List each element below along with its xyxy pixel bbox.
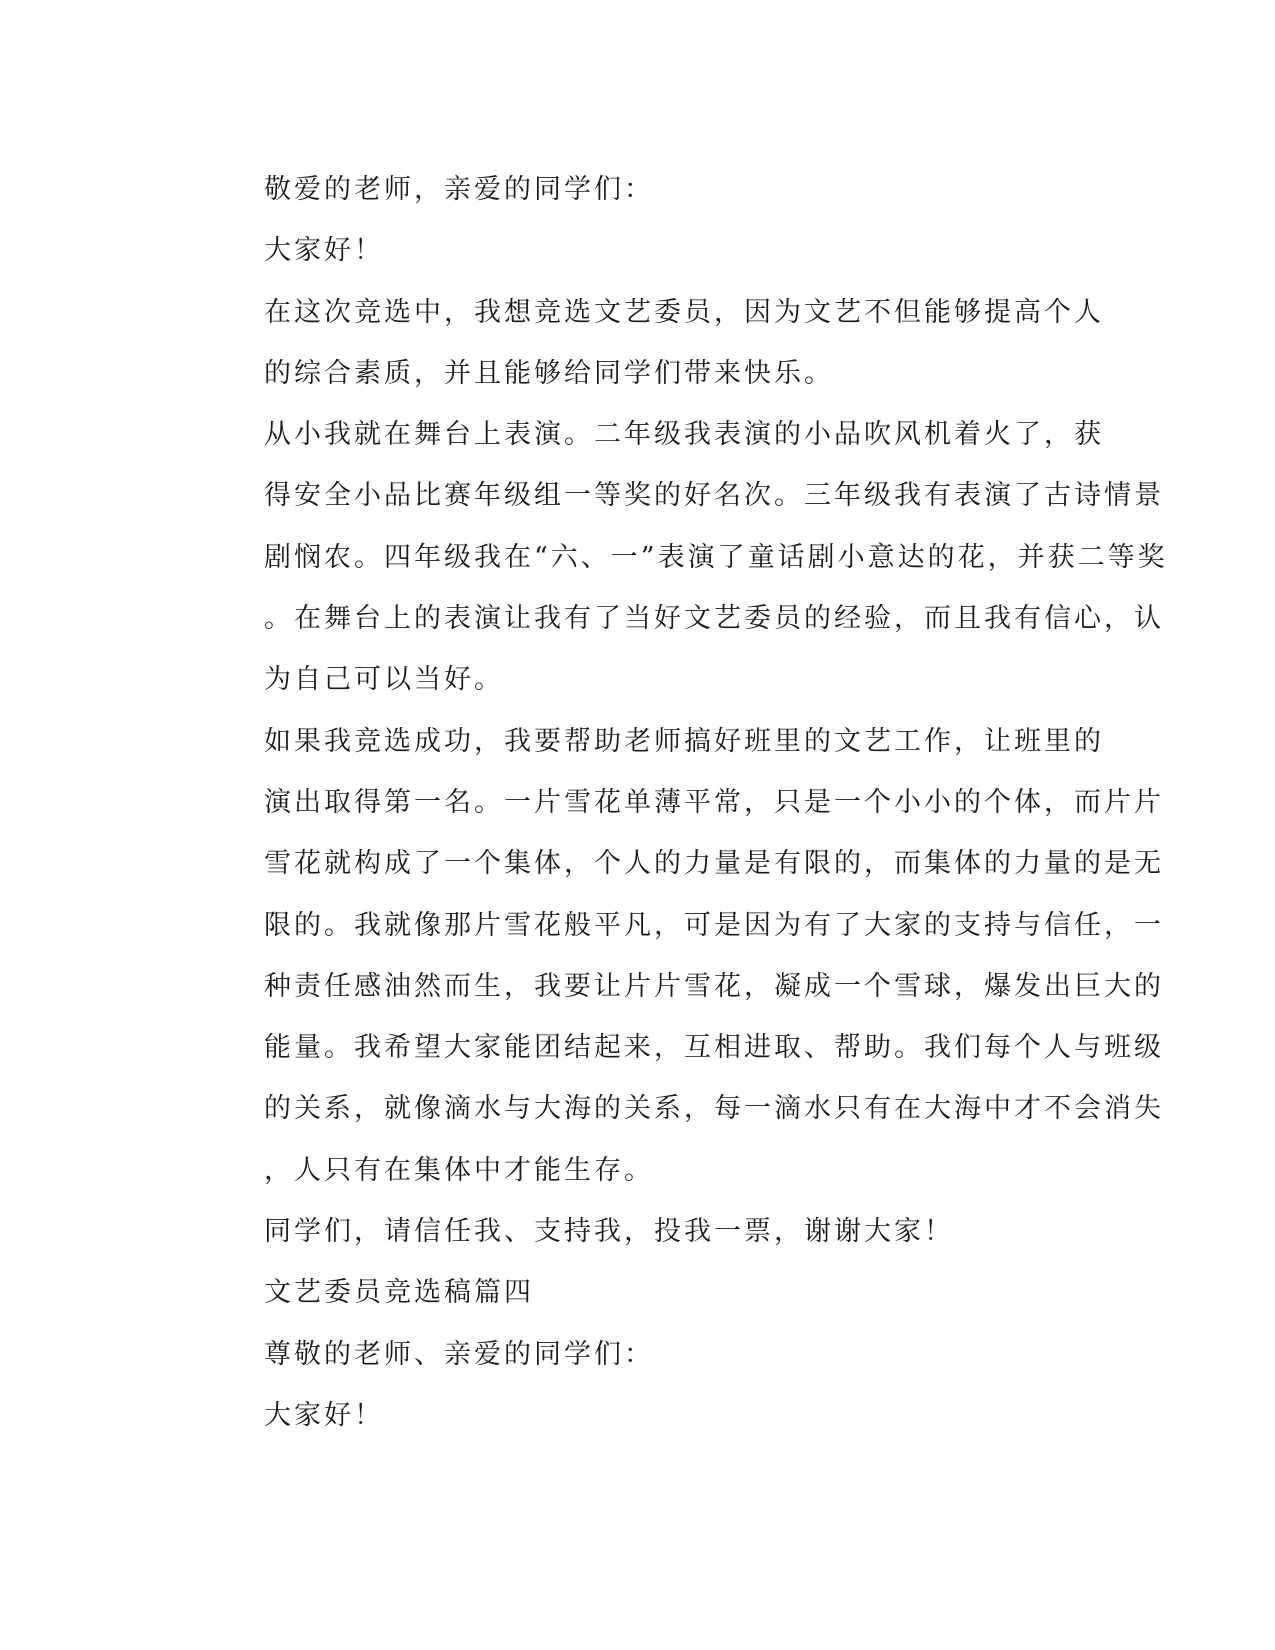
- paragraph-experience: [189, 404, 1168, 710]
- text-line: 大家好！: [264, 1399, 384, 1431]
- document-body: [189, 159, 1168, 1446]
- text-line: 同学们，请信任我、支持我，投我一票，谢谢大家！: [264, 1216, 954, 1248]
- text-line: 。在舞台上的表演让我有了当好文艺委员的经验，而且我有信心，认: [264, 603, 1164, 635]
- greeting: [189, 220, 1075, 281]
- text-line: 为自己可以当好。: [264, 664, 504, 696]
- text-line: 敬爱的老师，亲爱的同学们：: [264, 174, 654, 205]
- greeting-2: [189, 1385, 1075, 1446]
- text-line: 的关系，就像滴水与大海的关系，每一滴水只有在大海中才不会消失: [264, 1093, 1164, 1125]
- salutation-2: [189, 1324, 1075, 1385]
- paragraph-plan: [189, 711, 1164, 1201]
- text-line: 得安全小品比赛年级组一等奖的好名次。三年级我有表演了古诗情景: [264, 480, 1164, 512]
- closing: [189, 1201, 1075, 1262]
- text-line: 种责任感油然而生，我要让片片雪花，凝成一个雪球，爆发出巨大的: [264, 970, 1164, 1002]
- text-line: ，人只有在集体中才能生存。: [264, 1154, 654, 1186]
- text-line: 大家好！: [264, 235, 384, 267]
- text-line: 文艺委员竞选稿篇四: [264, 1277, 534, 1309]
- text-line: 的综合素质，并且能够给同学们带来快乐。: [264, 357, 834, 389]
- text-line: 在这次竞选中，我想竞选文艺委员，因为文艺不但能够提高个人: [264, 296, 1104, 328]
- section-title: [189, 1262, 1075, 1323]
- paragraph-intro: [189, 282, 1104, 405]
- text-line: 限的。我就像那片雪花般平凡，可是因为有了大家的支持与信任，一: [264, 909, 1164, 941]
- text-line: 雪花就构成了一个集体，个人的力量是有限的，而集体的力量的是无: [264, 848, 1164, 880]
- text-line: 剧悯农。四年级我在“六、一”表演了童话剧小意达的花，并获二等奖: [264, 541, 1168, 573]
- salutation: [189, 159, 1075, 220]
- text-line: 能量。我希望大家能团结起来，互相进取、帮助。我们每个人与班级: [264, 1032, 1164, 1064]
- text-line: 从小我就在舞台上表演。二年级我表演的小品吹风机着火了，获: [264, 419, 1104, 451]
- text-line: 尊敬的老师、亲爱的同学们：: [264, 1338, 654, 1370]
- text-line: 如果我竞选成功，我要帮助老师搞好班里的文艺工作，让班里的: [264, 725, 1104, 757]
- text-line: 演出取得第一名。一片雪花单薄平常，只是一个小小的个体，而片片: [264, 786, 1164, 818]
